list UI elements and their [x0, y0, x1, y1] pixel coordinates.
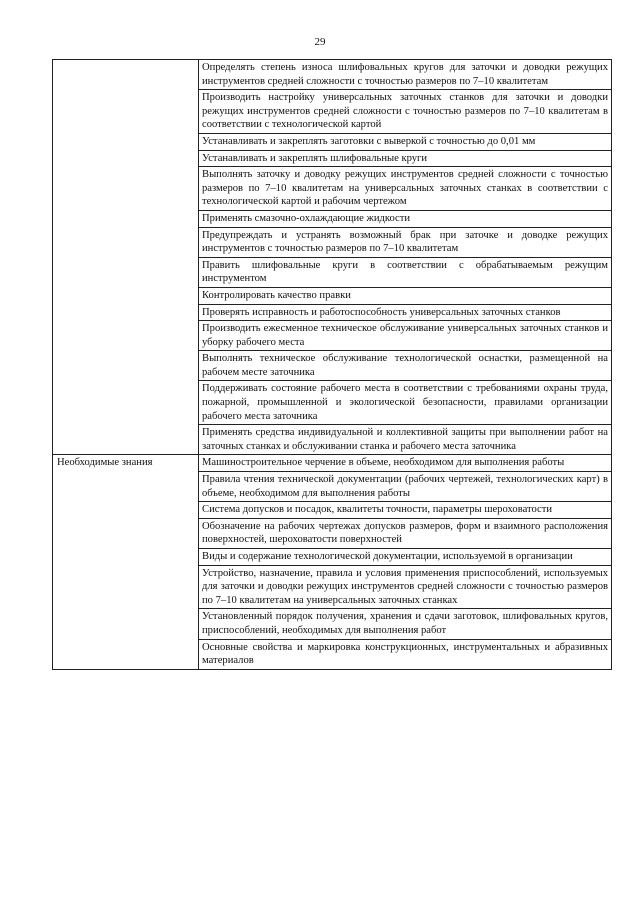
table-body	[53, 60, 612, 670]
knowledge-row	[53, 455, 612, 472]
skills-item: Править шлифовальные круги в соответствии с обрабатываемым режущим инструментом	[199, 257, 612, 287]
skills-item: Предупреждать и устранять возможный брак при заточке и доводке режущих инструментов с точностью размеров по 7–10 квалитетам	[199, 227, 612, 257]
skills-item: Устанавливать и закреплять заготовки с выверкой с точностью до 0,01 мм	[199, 133, 612, 150]
skills-label	[53, 60, 199, 455]
skills-item: Поддерживать состояние рабочего места в соответствии с требованиями охраны труда, пожарной, промышленной и экологической безопасности, правилами организации рабочего места заточника	[199, 381, 612, 425]
knowledge-item: Устройство, назначение, правила и условия применения приспособлений, используемых для заточки и доводки режущих инструментов средней сложности с точностью размеров по 7–10 квалитетам на универсальных заточных станках	[199, 565, 612, 609]
knowledge-item: Правила чтения технической документации (рабочих чертежей, технологических карт) в объеме, необходимом для выполнения работы	[199, 472, 612, 502]
skills-item: Производить настройку универсальных заточных станков для заточки и доводки режущих инструментов средней сложности с точностью размеров по 7–10 квалитетам в соответствии с технологической картой	[199, 90, 612, 134]
skills-item: Выполнять заточку и доводку режущих инструментов средней сложности с точностью размеров по 7–10 квалитетам на универсальных заточных станках в соответствии с технологической картой и рабочим чертежом	[199, 167, 612, 211]
knowledge-item: Основные свойства и маркировка конструкционных, инструментальных и абразивных материалов	[199, 639, 612, 669]
skills-item: Устанавливать и закреплять шлифовальные круги	[199, 150, 612, 167]
skills-row	[53, 60, 612, 90]
page-number: 29	[314, 36, 326, 48]
skills-item: Контролировать качество правки	[199, 287, 612, 304]
knowledge-item: Виды и содержание технологической документации, используемой в организации	[199, 549, 612, 566]
skills-item: Определять степень износа шлифовальных кругов для заточки и доводки режущих инструментов средней сложности с точностью размеров по 7–10 квалитетам	[199, 60, 612, 90]
knowledge-item: Машиностроительное черчение в объеме, необходимом для выполнения работы	[199, 455, 612, 472]
skills-item: Выполнять техническое обслуживание технологической оснастки, размещенной на рабочем месте заточника	[199, 351, 612, 381]
knowledge-item: Обозначение на рабочих чертежах допусков размеров, форм и взаимного расположения поверхностей, шероховатости поверхностей	[199, 518, 612, 548]
knowledge-item: Система допусков и посадок, квалитеты точности, параметры шероховатости	[199, 502, 612, 519]
skills-item: Применять средства индивидуальной и коллективной защиты при выполнении работ на заточных станках и обслуживании станка и рабочего места заточника	[199, 425, 612, 455]
skills-item: Производить ежесменное техническое обслуживание универсальных заточных станков и уборку рабочего места	[199, 321, 612, 351]
competency-table	[52, 59, 612, 670]
knowledge-label: Необходимые знания	[53, 455, 199, 669]
knowledge-item: Установленный порядок получения, хранения и сдачи заготовок, шлифовальных кругов, приспособлений, необходимых для выполнения работ	[199, 609, 612, 639]
skills-item: Проверять исправность и работоспособность универсальных заточных станков	[199, 304, 612, 321]
skills-item: Применять смазочно-охлаждающие жидкости	[199, 210, 612, 227]
